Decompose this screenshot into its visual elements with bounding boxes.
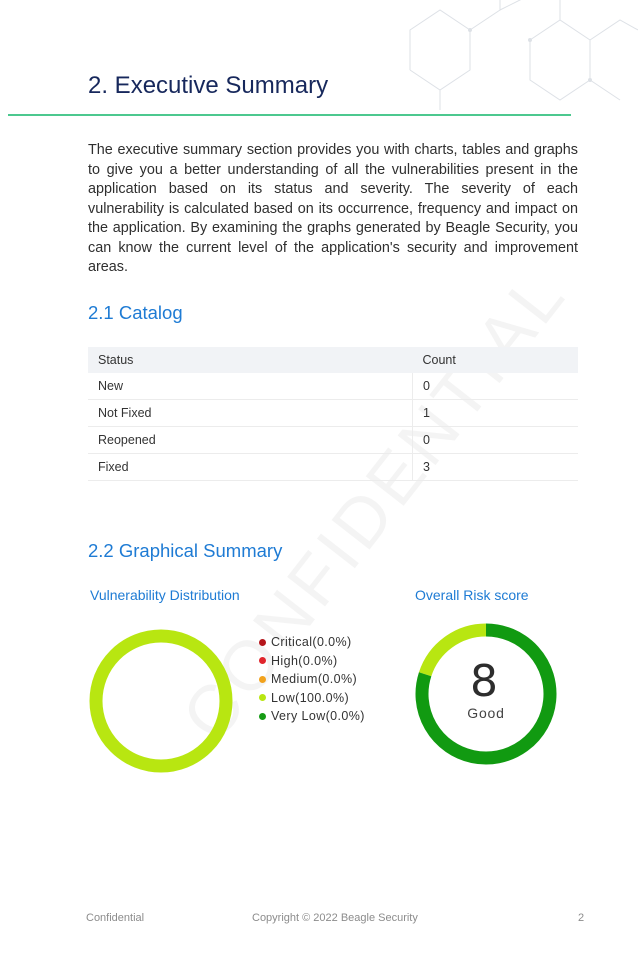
- status-cell: Not Fixed: [88, 400, 413, 427]
- vulnerability-donut-chart: [84, 624, 238, 778]
- legend-label: Low(100.0%): [271, 690, 350, 705]
- footer-confidential: Confidential: [86, 912, 145, 924]
- table-row: [88, 454, 578, 481]
- footer-copyright: Copyright © 2022 Beagle Security: [252, 912, 418, 924]
- count-cell: 1: [413, 400, 579, 427]
- vulnerability-legend: [259, 633, 365, 726]
- count-cell: 0: [413, 427, 579, 454]
- table-row: [88, 373, 578, 400]
- legend-label: Very Low(0.0%): [271, 709, 365, 724]
- risk-score-value: 8: [470, 656, 498, 707]
- count-cell: 0: [413, 373, 579, 400]
- legend-item-medium: [259, 670, 365, 689]
- legend-swatch: [259, 676, 266, 683]
- donut-slice-low: [96, 636, 226, 766]
- status-cell: Fixed: [88, 454, 413, 481]
- legend-swatch: [259, 713, 266, 720]
- legend-label: High(0.0%): [271, 653, 338, 668]
- hexagon-pattern-decoration: [400, 0, 638, 110]
- count-cell: 3: [413, 454, 579, 481]
- risk-score-gauge: [412, 620, 560, 768]
- title-underline: [8, 114, 571, 116]
- table-row: [88, 400, 578, 427]
- table-header-row: [88, 347, 578, 373]
- legend-swatch: [259, 657, 266, 664]
- footer-page-number: 2: [578, 912, 585, 924]
- column-header-status: Status: [88, 347, 413, 373]
- legend-item-low: [259, 689, 365, 708]
- legend-item-critical: [259, 633, 365, 652]
- catalog-table: [88, 347, 578, 481]
- risk-score-rating: Good: [467, 705, 505, 721]
- column-header-count: Count: [413, 347, 579, 373]
- legend-item-very-low: [259, 707, 365, 726]
- risk-score-title: Overall Risk score: [415, 587, 529, 603]
- legend-label: Medium(0.0%): [271, 672, 358, 687]
- legend-swatch: [259, 639, 266, 646]
- status-cell: New: [88, 373, 413, 400]
- graphical-summary-heading: 2.2 Graphical Summary: [88, 540, 283, 561]
- status-cell: Reopened: [88, 427, 413, 454]
- legend-label: Critical(0.0%): [271, 635, 352, 650]
- catalog-heading: 2.1 Catalog: [88, 302, 183, 323]
- legend-swatch: [259, 694, 266, 701]
- legend-item-high: [259, 652, 365, 671]
- vulnerability-distribution-title: Vulnerability Distribution: [90, 587, 240, 603]
- intro-paragraph: The executive summary section provides you with charts, tables and graphs to give you a better understanding of all the vulnerabilities present in the application based on its status and severity. The severity of each vulnerability is calculated based on its occurrence, frequency and impact on the application. By examining the graphs generated by Beagle Security, you can know the current level of the application's security and improvement areas.: [88, 142, 578, 275]
- table-row: [88, 427, 578, 454]
- section-title: 2. Executive Summary: [88, 72, 329, 99]
